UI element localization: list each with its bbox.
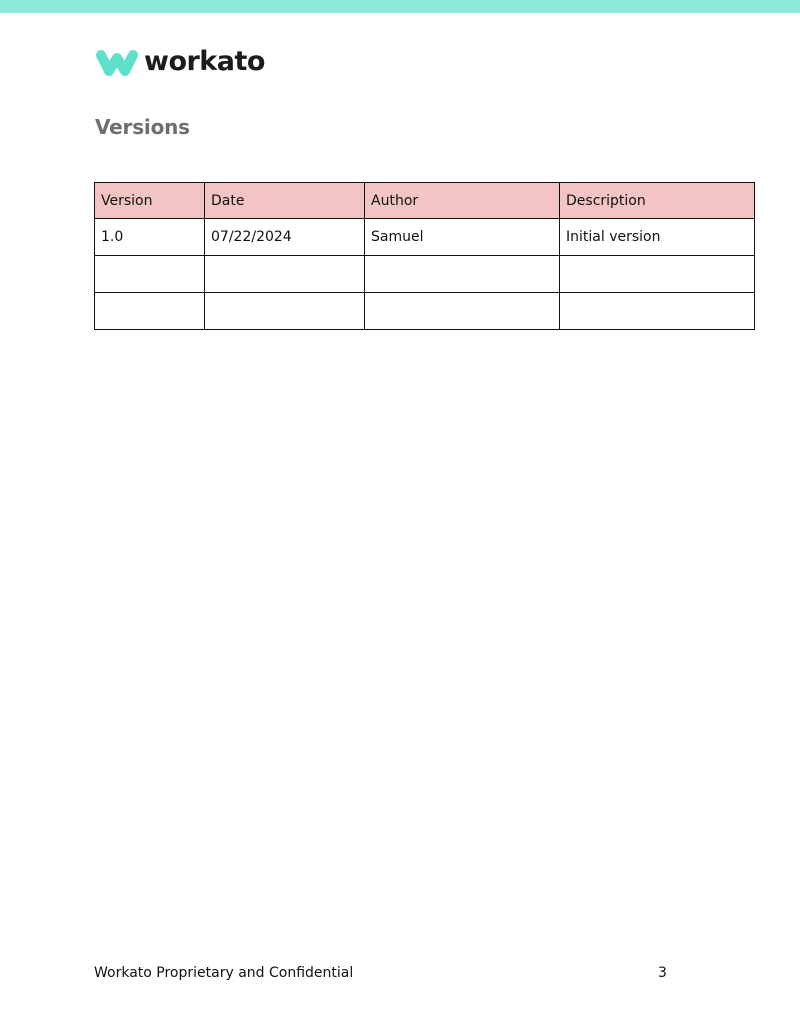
footer-confidential-text: Workato Proprietary and Confidential	[94, 965, 354, 981]
section-title: Versions	[95, 115, 190, 139]
cell-date: 07/22/2024	[205, 219, 365, 256]
page-number: 3	[658, 965, 667, 981]
table-header-row	[95, 183, 755, 219]
cell-version: 1.0	[95, 219, 205, 256]
column-header-date: Date	[205, 183, 365, 219]
workato-logo	[95, 45, 265, 79]
cell-date	[205, 293, 365, 330]
cell-author	[365, 293, 560, 330]
versions-table	[94, 182, 755, 330]
cell-version	[95, 256, 205, 293]
table-row	[95, 293, 755, 330]
cell-author	[365, 256, 560, 293]
cell-author: Samuel	[365, 219, 560, 256]
column-header-author: Author	[365, 183, 560, 219]
table-row	[95, 219, 755, 256]
cell-version	[95, 293, 205, 330]
cell-date	[205, 256, 365, 293]
workato-logo-mark-icon	[95, 46, 139, 78]
table-row	[95, 256, 755, 293]
cell-description	[560, 293, 755, 330]
cell-description: Initial version	[560, 219, 755, 256]
logo-wordmark: workato	[144, 46, 265, 77]
column-header-version: Version	[95, 183, 205, 219]
cell-description	[560, 256, 755, 293]
brand-top-bar	[0, 0, 800, 13]
column-header-description: Description	[560, 183, 755, 219]
